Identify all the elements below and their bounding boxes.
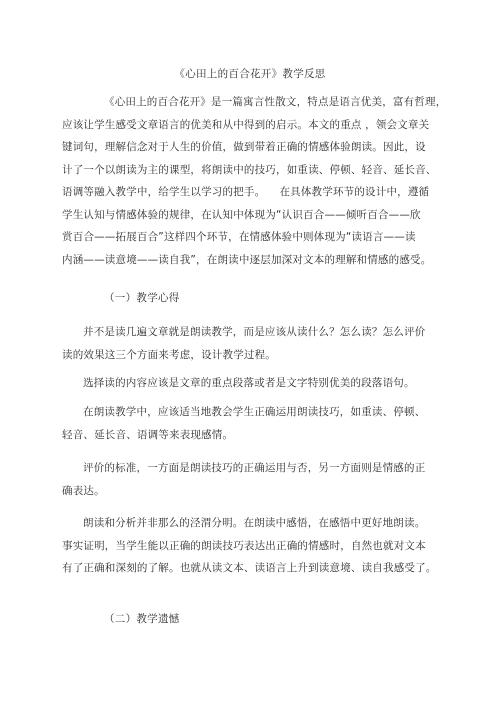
intro-line: 计了一个以朗读为主的课型，将朗读中的技巧，如重读、停顿、轻音、延长音、 bbox=[62, 163, 437, 176]
section-heading-regrets: （二）教学遗憾 bbox=[104, 613, 180, 625]
intro-line: 应该让学生感受文章语言的优美和从中得到的启示。本文的重点 ，领会文章关 bbox=[62, 118, 430, 131]
intro-line: 内涵——读意境——读自我”，在朗读中逐层加深对文本的理解和情感的感受。 bbox=[62, 253, 432, 266]
intro-line: 语调等融入教学中，给学生以学习的把手。 在具体教学环节的设计中，遵循 bbox=[62, 186, 430, 198]
learnings-paragraph bbox=[62, 372, 442, 395]
paragraph-line: 有了正确和深刻的了解。也就从读文本、读语言上升到读意境、读自我感受了。 bbox=[62, 562, 437, 574]
learnings-paragraph bbox=[62, 512, 442, 580]
learnings-paragraph bbox=[62, 401, 442, 446]
paragraph-line: 事实证明，当学生能以正确的朗读技巧表达出正确的情感时，自然也就对文本 bbox=[62, 539, 426, 552]
intro-paragraph bbox=[62, 91, 447, 271]
document-title: 《心田上的百合花开》教学反思 bbox=[174, 68, 326, 80]
paragraph-line: 轻音、延长音、语调等来表现感情。 bbox=[62, 428, 234, 441]
intro-line: 赏百合——拓展百合”这样四个环节，在情感体验中则体现为“读语言——读 bbox=[62, 231, 416, 243]
paragraph-line: 并不是读几遍文章就是朗读教学，而是应该从读什么？怎么读？怎么评价 bbox=[83, 326, 426, 338]
learnings-paragraph bbox=[62, 457, 442, 502]
paragraph-line: 评价的标准，一方面是朗读技巧的正确运用与否，另一方面则是情感的正 bbox=[83, 462, 426, 474]
intro-line: 学生认知与情感体验的规律，在认知中体现为“认识百合——倾听百合——欣 bbox=[62, 208, 421, 221]
section-heading-learnings: （一）教学心得 bbox=[104, 292, 180, 304]
paragraph-line: 读的效果这三个方面来考虑，设计教学过程。 bbox=[62, 348, 276, 361]
learnings-paragraph bbox=[62, 321, 442, 366]
intro-line: 键词句，理解信念对于人生的价值，做到带着正确的情感体验朗读。因此，设 bbox=[62, 141, 426, 153]
intro-line: 《心田上的百合花开》是一篇寓言性散文，特点是语言优美，富有哲理， bbox=[104, 96, 447, 108]
paragraph-line: 朗读和分析并非那么的泾渭分明。在朗读中感悟，在感悟中更好地朗读。 bbox=[83, 517, 426, 529]
paragraph-line: 在朗读教学中，应该适当地教会学生正确运用朗读技巧，如重读、停顿、 bbox=[83, 406, 426, 418]
paragraph-line: 选择读的内容应该是文章的重点段落或者是文字特别优美的段落语句。 bbox=[83, 377, 415, 389]
paragraph-line: 确表达。 bbox=[62, 484, 105, 497]
